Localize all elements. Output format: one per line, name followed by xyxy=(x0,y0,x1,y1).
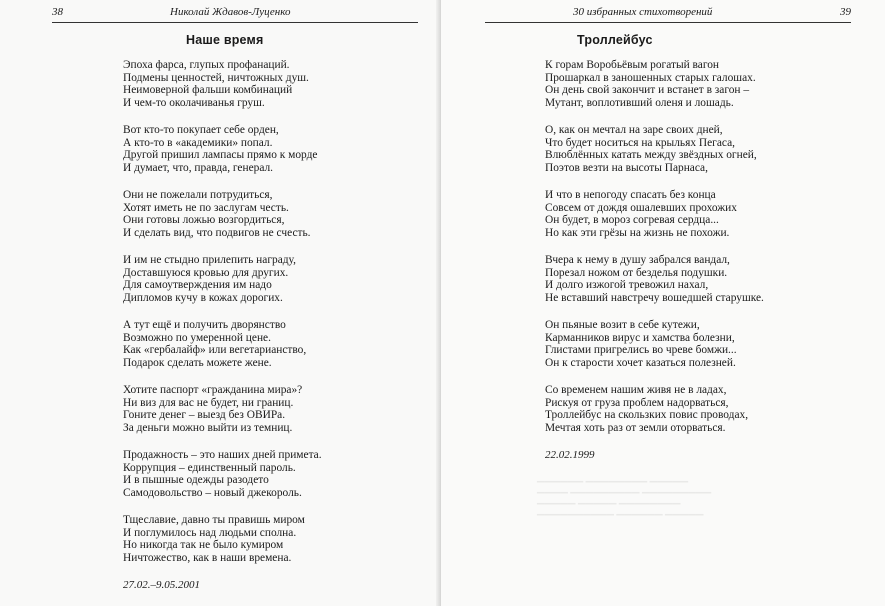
verse-line: Он день свой закончит и встанет в загон – xyxy=(545,84,750,96)
verse-line: Рискуя от груза проблем надорваться, xyxy=(545,396,729,409)
verse-line: К горам Воробьёвым рогатый вагон xyxy=(545,59,720,71)
verse-line: И в пышные одежды разодето xyxy=(123,474,269,486)
verse-line: О, как он мечтал на заре своих дней, xyxy=(545,124,723,136)
verse-line: Мечтая хоть раз от земли оторваться. xyxy=(545,421,726,434)
verse-line: Другой пришил лампасы прямо к морде xyxy=(123,149,318,161)
verse-line: Тщеславие, давно ты правишь миром xyxy=(123,514,305,526)
verse-line: Порезал ножом от безделья подушки. xyxy=(545,266,728,279)
left-running-head: Николай Ждавов-Луценко xyxy=(170,6,291,18)
bleed-through-text: ▁▁▁▁▁▁ ▁▁▁▁▁▁▁▁ ▁▁▁▁▁ ▁▁▁▁ ▁▁▁▁▁▁▁▁▁ ▁▁▁▁▁▁▁▁▁ ▁▁▁▁▁ ▁▁▁▁▁ ▁▁▁▁▁▁▁▁ ▁▁▁▁▁▁▁▁▁▁ ▁▁▁▁▁▁ ▁▁▁▁▁ xyxy=(537,472,712,516)
stanza xyxy=(123,319,322,369)
stanza xyxy=(545,124,764,174)
verse-line: И думает, что, правда, генерал. xyxy=(123,161,274,174)
verse-line: Доставшуюся кровью для других. xyxy=(123,266,289,279)
verse-line: И что в непогоду спасать без конца xyxy=(545,189,716,201)
verse-line: А тут ещё и получить дворянство xyxy=(123,319,286,331)
verse-line: Влюблённых катать между звёздных огней, xyxy=(545,149,757,161)
verse-line: Глистами пригрелись во чреве бомжи... xyxy=(545,344,737,356)
right-page-header xyxy=(485,6,851,23)
verse-line: Ничтожество, как в наши времена. xyxy=(123,551,292,564)
verse-line: Поэтов везти на высоты Парнаса, xyxy=(545,161,708,174)
verse-line: Но как эти грёзы на жизнь не похожи. xyxy=(545,226,730,239)
verse-line: Продажность – это наших дней примета. xyxy=(123,449,322,461)
verse-line: Совсем от дождя ошалевших прохожих xyxy=(545,201,737,214)
stanza xyxy=(123,514,322,564)
left-page-number: 38 xyxy=(52,6,63,18)
verse-line: И долго изжогой тревожил нахал, xyxy=(545,279,709,291)
stanza xyxy=(545,319,764,369)
verse-line: Подмены ценностей, ничтожных душ. xyxy=(123,71,309,84)
stanza xyxy=(123,189,322,239)
verse-line: Они готовы ложью возгордиться, xyxy=(123,214,285,226)
verse-line: Хотите паспорт «гражданина мира»? xyxy=(123,384,303,396)
verse-line: За деньги можно выйти из темниц. xyxy=(123,421,293,434)
stanza xyxy=(123,254,322,304)
poem-date: 22.02.1999 xyxy=(545,449,595,461)
verse-line: Гоните денег – выезд без ОВИРа. xyxy=(123,409,286,421)
verse-line: Коррупция – единственный пароль. xyxy=(123,461,296,474)
verse-line: Эпоха фарса, глупых профанаций. xyxy=(123,59,290,71)
left-page-header xyxy=(52,6,418,23)
verse-line: И сделать вид, что подвигов не счесть. xyxy=(123,226,311,239)
stanza xyxy=(545,384,764,434)
verse-line: Троллейбус на скользких повис проводах, xyxy=(545,409,749,421)
verse-line: Хотят иметь не по заслугам честь. xyxy=(123,201,289,214)
verse-line: Мутант, воплотивший оленя и лошадь. xyxy=(545,96,734,109)
verse-line: Самодовольство – новый джекороль. xyxy=(123,486,302,499)
verse-line: И чем-то околачиванья груш. xyxy=(123,96,265,109)
verse-line: Дипломов кучу в кожах дорогих. xyxy=(123,291,283,304)
right-page-number: 39 xyxy=(840,6,851,18)
verse-line: Прошаркал в заношенных старых галошах. xyxy=(545,71,756,84)
verse-line: Возможно по умеренной цене. xyxy=(123,331,271,344)
verse-line: Как «гербалайф» или вегетарианство, xyxy=(123,344,307,356)
stanza xyxy=(545,189,764,239)
verse-line: И им не стыдно прилепить награду, xyxy=(123,254,296,266)
right-poem-title: Троллейбус xyxy=(577,33,653,47)
verse-line: И поглумилось над людьми сполна. xyxy=(123,526,297,539)
stanza xyxy=(545,254,764,304)
verse-line: Он будет, в мороз согревая сердца... xyxy=(545,214,719,226)
verse-line: Что будет носиться на крыльях Пегаса, xyxy=(545,136,735,149)
left-page xyxy=(0,0,440,606)
verse-line: Со временем нашим живя не в ладах, xyxy=(545,384,727,396)
verse-line: Карманников вирус и хамства болезни, xyxy=(545,331,735,344)
left-poem xyxy=(123,59,322,591)
stanza xyxy=(123,449,322,499)
stanza xyxy=(545,59,764,109)
right-poem xyxy=(545,59,764,461)
verse-line: Не вставший навстречу вошедшей старушке. xyxy=(545,291,764,304)
right-page xyxy=(441,0,885,606)
verse-line: Вчера к нему в душу забрался вандал, xyxy=(545,254,730,266)
verse-line: Но никогда так не было кумиром xyxy=(123,539,284,551)
stanza xyxy=(123,59,322,109)
left-poem-title: Наше время xyxy=(186,33,264,47)
verse-line: Вот кто-то покупает себе орден, xyxy=(123,124,279,136)
verse-line: Они не пожелали потрудиться, xyxy=(123,189,273,201)
verse-line: Он пьяные возит в себе кутежи, xyxy=(545,319,700,331)
poem-date: 27.02.–9.05.2001 xyxy=(123,579,200,591)
verse-line: А кто-то в «академики» попал. xyxy=(123,136,273,149)
stanza xyxy=(123,124,322,174)
right-running-head: 30 избранных стихотворений xyxy=(573,6,713,18)
verse-line: Ни виз для вас не будет, ни границ. xyxy=(123,396,294,409)
verse-line: Он к старости хочет казаться полезней. xyxy=(545,356,736,369)
verse-line: Для самоутверждения им надо xyxy=(123,279,272,291)
verse-line: Неимоверной фальши комбинаций xyxy=(123,84,293,96)
stanza xyxy=(123,384,322,434)
verse-line: Подарок сделать можете жене. xyxy=(123,356,272,369)
